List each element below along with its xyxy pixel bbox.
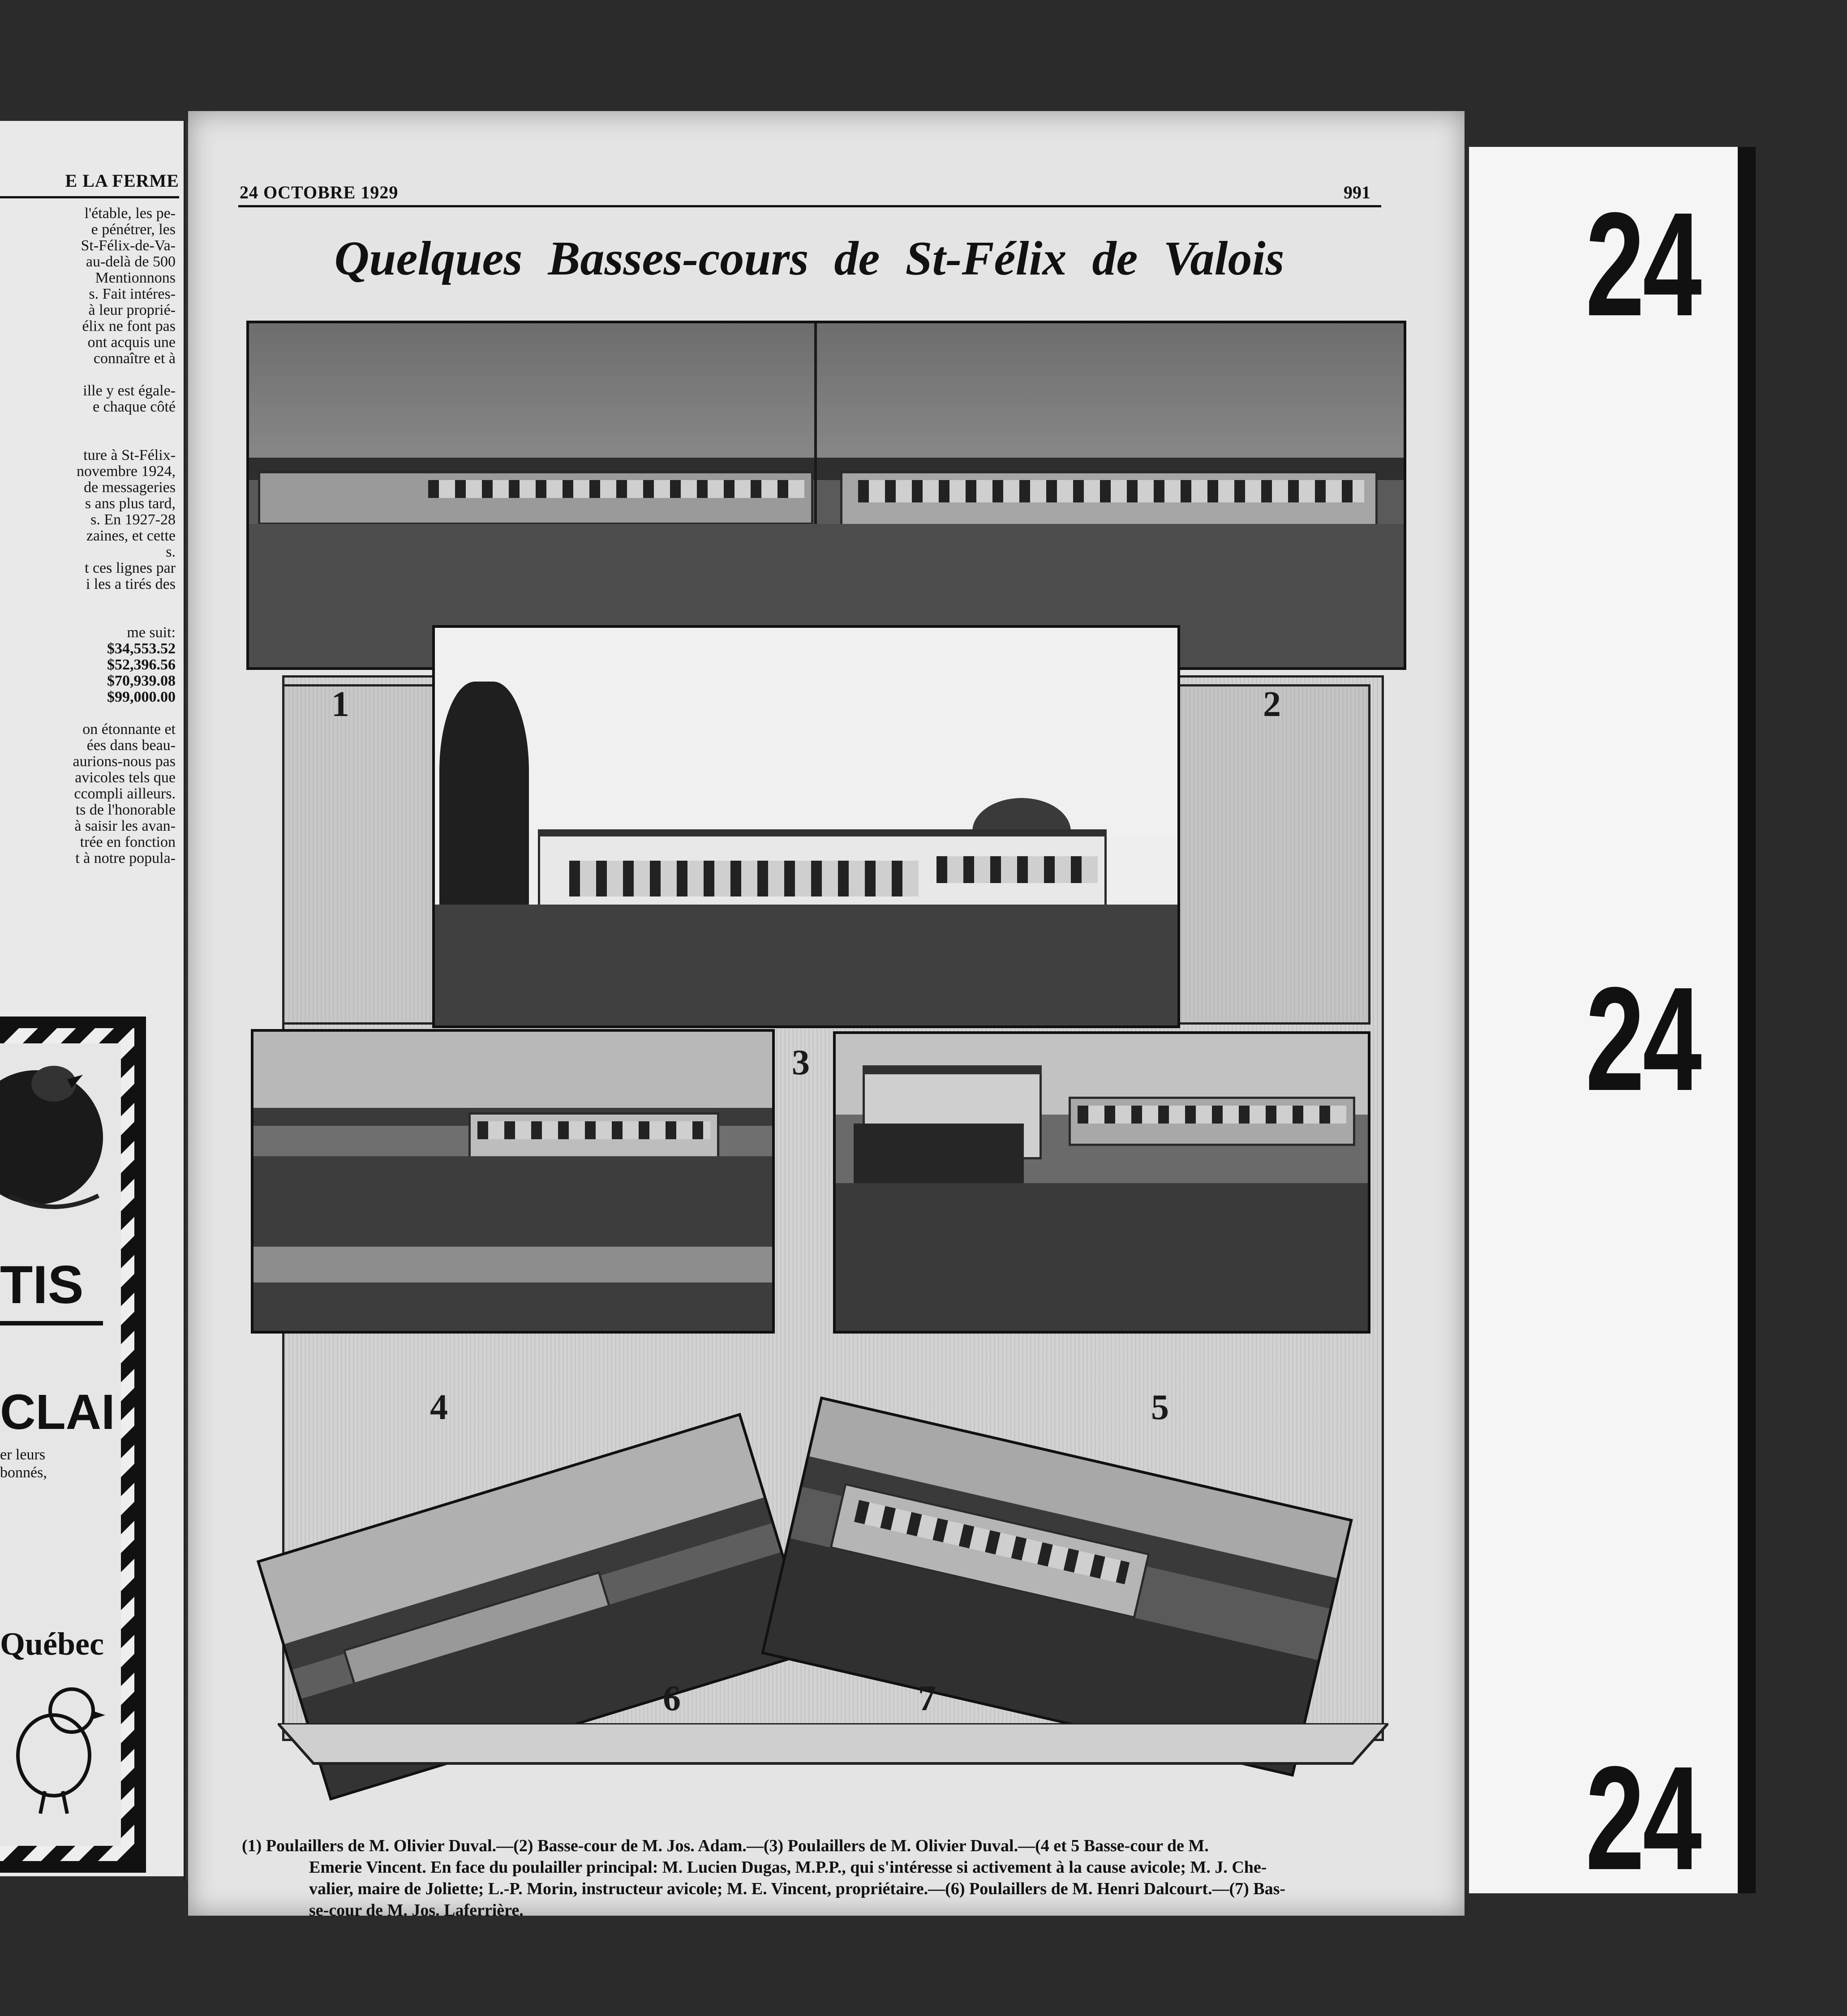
chick-illustration xyxy=(4,1670,112,1818)
index-tab-edge xyxy=(1738,147,1756,1893)
left-page-header: E LA FERME xyxy=(65,171,179,191)
caption-line-4: se-cour de M. Jos. Laferrière. xyxy=(309,1901,524,1920)
header-rule xyxy=(238,205,1381,207)
index-tab-number-top: 24 xyxy=(1585,181,1700,347)
caption-line-3: valier, maire de Joliette; L.-P. Morin, instructeur avicole; M. E. Vincent, propriétaire.—(6) Poulaillers de M. Henri Dalcourt.—(7) Bas- xyxy=(309,1879,1286,1898)
left-page-text-line: St-Félix-de-Va- xyxy=(81,237,176,254)
left-page-text-line: avicoles tels que xyxy=(75,769,176,786)
left-page-text-line: on étonnante et xyxy=(82,721,176,738)
left-page-text-line: ture à St-Félix- xyxy=(83,447,176,463)
advertisement xyxy=(0,1017,146,1873)
photo-5 xyxy=(833,1031,1370,1334)
left-page-text-line: ille y est égale- xyxy=(83,382,176,399)
ad-rule xyxy=(0,1321,103,1325)
caption-line-1: (1) Poulaillers de M. Olivier Duval.—(2) Basse-cour de M. Jos. Adam.—(3) Poulaillers de M. Olivier Duval.—(4 et 5 Basse-cour de M. xyxy=(242,1836,1209,1855)
page-number: 991 xyxy=(1344,182,1370,202)
left-page-text-line: trée en fonction xyxy=(80,834,176,850)
left-page-text-line: s. Fait intéres- xyxy=(89,286,176,302)
main-page xyxy=(188,111,1465,1920)
panel-number-6: 6 xyxy=(663,1679,681,1718)
left-page-text-line: e pénétrer, les xyxy=(91,221,176,238)
left-page-text-line: de messageries xyxy=(84,479,176,496)
left-page-text-line: ées dans beau- xyxy=(86,737,176,754)
left-page-text-line: s. xyxy=(166,544,176,560)
left-page-text-line: $99,000.00 xyxy=(107,689,176,705)
index-tab-number-middle: 24 xyxy=(1585,956,1700,1121)
photo-4 xyxy=(251,1029,775,1334)
left-page-text-line: $52,396.56 xyxy=(107,656,176,673)
left-page-text-line: aurions-nous pas xyxy=(73,753,176,770)
frame-base xyxy=(278,1723,1388,1777)
left-page-text-line: à saisir les avan- xyxy=(74,818,176,834)
left-page-text-line: s. En 1927-28 xyxy=(90,511,176,528)
left-page-text-line: ts de l'honorable xyxy=(75,802,176,818)
ad-text-1: er leurs xyxy=(0,1446,46,1463)
advertisement-inner xyxy=(0,1043,121,1846)
caption-line-2: Emerie Vincent. En face du poulailler principal: M. Lucien Dugas, M.P.P., qui s'intéresse si activement à la cause avicole; M. J. Che- xyxy=(309,1858,1267,1877)
photo-2-center xyxy=(432,625,1180,1028)
panel-number-5: 5 xyxy=(1151,1388,1169,1427)
left-page-text-line: ont acquis une xyxy=(87,334,176,351)
article-title: Quelques Basses-cours de St-Félix de Valois xyxy=(334,232,1284,285)
header-rule xyxy=(0,196,179,198)
left-page-text-line: zaines, et cette xyxy=(86,528,176,544)
left-page-text-line: Mentionnons xyxy=(95,270,176,286)
panel-number-2: 2 xyxy=(1263,685,1281,724)
left-page-text-line: ccompli ailleurs. xyxy=(74,785,176,802)
hen-illustration xyxy=(0,1048,116,1236)
left-page-text-line: me suit: xyxy=(127,624,176,641)
left-page xyxy=(0,121,184,1876)
photo-caption xyxy=(242,1835,1388,1921)
left-page-text-line: novembre 1924, xyxy=(77,463,176,480)
panel-number-3: 3 xyxy=(792,1043,810,1082)
photo-top-panorama xyxy=(246,321,1406,670)
ad-headline-2: CLAI xyxy=(0,1385,115,1440)
left-page-text-line: t ces lignes par xyxy=(85,560,176,576)
page-date: 24 OCTOBRE 1929 xyxy=(240,182,399,202)
left-page-text-line: à leur proprié- xyxy=(88,302,176,318)
left-page-text-line: au-delà de 500 xyxy=(86,253,176,270)
left-page-text-line: élix ne font pas xyxy=(82,318,176,335)
panel-number-1: 1 xyxy=(331,685,349,724)
index-tab-number-bottom: 24 xyxy=(1585,1735,1700,1900)
ad-text-2: bonnés, xyxy=(0,1464,47,1481)
left-page-text-line: $70,939.08 xyxy=(107,673,176,689)
panel-number-4: 4 xyxy=(430,1388,448,1427)
left-page-text-line: t à notre popula- xyxy=(75,850,176,866)
left-page-text-line: $34,553.52 xyxy=(107,640,176,657)
left-page-text-line: s ans plus tard, xyxy=(85,495,176,512)
left-page-text-line: l'étable, les pe- xyxy=(84,205,176,222)
panel-number-7: 7 xyxy=(918,1679,936,1718)
left-page-text-line: e chaque côté xyxy=(93,399,176,415)
ad-headline-1: TIS xyxy=(0,1255,84,1315)
left-page-text-line: i les a tirés des xyxy=(86,576,176,592)
ad-headline-3: Québec xyxy=(0,1626,104,1662)
left-page-text-line: connaître et à xyxy=(93,350,176,367)
